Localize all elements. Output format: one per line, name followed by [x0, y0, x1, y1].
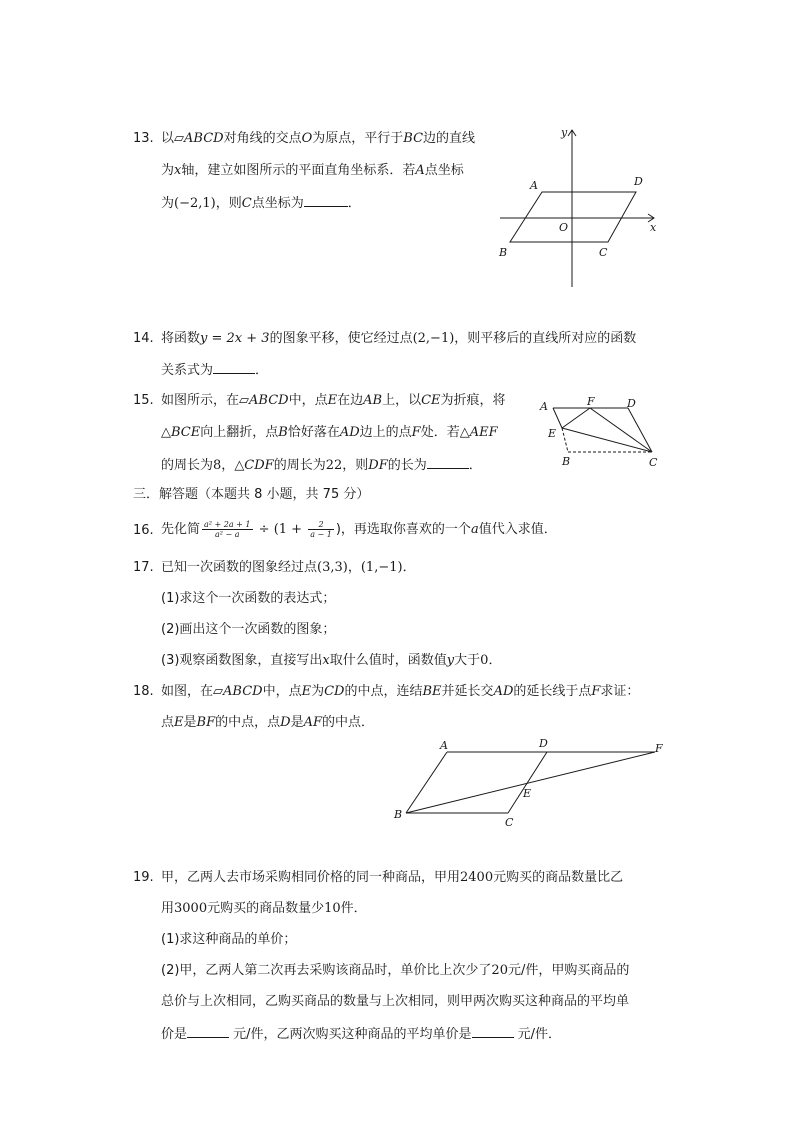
label-d: D: [539, 737, 548, 750]
question-18-number: 18.: [133, 684, 154, 699]
label-d: D: [627, 397, 636, 410]
question-18-line-2: 点E是BF的中点，点D是AF的中点．: [161, 715, 375, 730]
section-3-heading: 三．解答题（本题共 8 小题，共 75 分）: [133, 487, 370, 502]
question-14-line-1: 将函数y = 2x + 3的图象平移，使它经过点(2,−1)，则平移后的直线所对应的函数: [161, 331, 637, 346]
question-19-line-1: 甲，乙两人去市场采购相同价格的同一种商品，甲用2400元购买的商品数量比乙: [161, 870, 624, 885]
question-19-part-2-line-3: 价是 元/件，乙两次购买这种商品的平均单价是 元/件．: [161, 1024, 561, 1044]
question-16-number: 16.: [133, 523, 154, 538]
fraction-1: $\frac{\text{a² + 2a + 1}}{\text{a² − a}}$: [204, 520, 251, 539]
question-14-number: 14.: [133, 331, 154, 346]
label-o: O: [559, 221, 569, 234]
question-17-part-1: (1)求这个一次函数的表达式；: [161, 591, 336, 606]
question-18-line-1: 如图，在▱ABCD中，点E为CD的中点，连结BE并延长交AD的延长线于点F求证：: [161, 684, 640, 699]
answer-blank-yi[interactable]: [472, 1024, 514, 1038]
label-a: A: [530, 179, 538, 192]
label-x: x: [650, 221, 657, 234]
question-15-number: 15.: [133, 393, 154, 408]
question-14-line-2: 关系式为 ．: [161, 360, 268, 380]
line-bf: [406, 752, 655, 813]
question-13-line-3: 为(−2,1)，则C点坐标为 ．: [161, 193, 361, 213]
question-19-part-1: (1)求这种商品的单价；: [161, 932, 297, 947]
label-a: A: [540, 400, 548, 413]
question-19-part-2-line-1: (2)甲，乙两人第二次再去采购该商品时，单价比上次少了20元/件，甲购买商品的: [161, 963, 630, 978]
label-c: C: [599, 246, 608, 259]
question-17-part-2: (2)画出这个一次函数的图象；: [161, 622, 336, 637]
question-19-line-2: 用3000元购买的商品数量少10件．: [161, 901, 367, 916]
label-e: E: [523, 787, 532, 800]
question-19-part-2-line-2: 总价与上次相同，乙购买商品的数量与上次相同，则甲两次购买这种商品的平均单: [161, 994, 630, 1009]
question-17-part-3: (3)观察函数图象，直接写出x取什么值时，函数值y大于0．: [161, 653, 502, 668]
question-15-line-1: 如图所示，在▱ABCD中，点E在边AB上，以CE为折痕，将: [161, 393, 506, 408]
answer-blank-jia[interactable]: [187, 1024, 229, 1038]
question-19-number: 19.: [133, 870, 154, 885]
fraction-2: $\frac{2}{a - 1}$: [310, 520, 332, 539]
side-dc: [508, 752, 547, 813]
side-ab: [406, 752, 447, 813]
label-d: D: [634, 175, 643, 188]
question-13-line-1: 以▱ABCD对角线的交点O为原点，平行于BC边的直线: [161, 131, 476, 146]
question-15-line-3: 的周长为8，△CDF的周长为22，则DF的长为 ．: [161, 455, 482, 475]
label-c: C: [649, 456, 658, 469]
question-16-line: 先化简 $\frac{\text{a² + 2a + 1}}{\text{a² − a}}$ ÷ (1 + $\frac{2}{a - 1}$ )，再选取你喜欢的一个a值代入求值．: [161, 520, 557, 539]
label-e: E: [548, 427, 557, 440]
question-17-line-1: 已知一次函数的图象经过点(3,3)，(1,−1)．: [161, 560, 416, 575]
label-b: B: [562, 455, 571, 468]
label-a: A: [440, 739, 448, 752]
label-f: F: [587, 395, 595, 408]
question-17-number: 17.: [133, 560, 154, 575]
question-13-number: 13.: [133, 131, 154, 146]
label-y: y: [561, 126, 568, 139]
question-15-line-2: △BCE向上翻折，点B恰好落在AD边上的点F处．若△AEF: [161, 425, 498, 440]
label-f: F: [655, 742, 663, 755]
label-b: B: [499, 246, 508, 259]
question-13-line-2: 为x轴，建立如图所示的平面直角坐标系．若A点坐标: [161, 163, 464, 178]
label-c: C: [505, 816, 514, 829]
label-b: B: [394, 808, 403, 821]
